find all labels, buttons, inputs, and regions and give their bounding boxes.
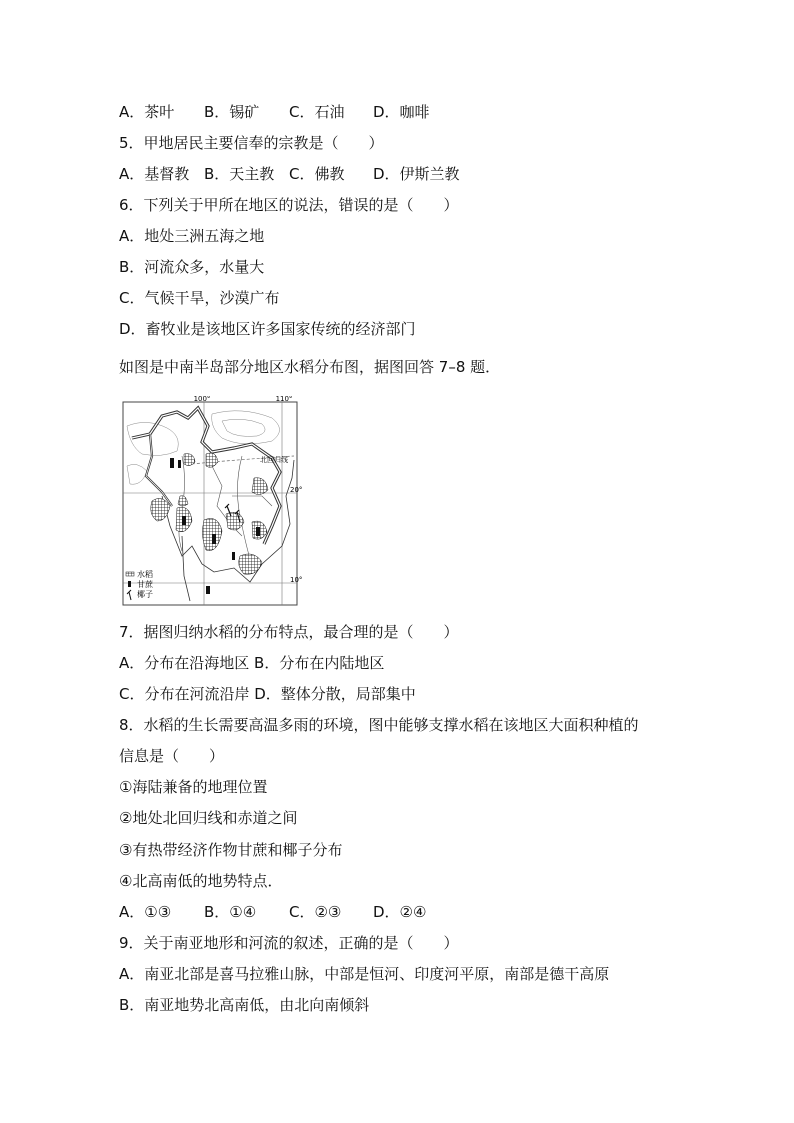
q5-option-d: D．伊斯兰教 (373, 165, 460, 183)
sugarcane-1 (170, 458, 174, 468)
sugarcane-4 (212, 534, 216, 544)
q8-options (119, 902, 426, 922)
q8-stem-line2: 信息是（ ） (119, 747, 225, 765)
q9-stem: 9．关于南亚地形和河流的叙述，正确的是（ ） (119, 934, 459, 952)
q8-option-a: A．①③ (119, 903, 172, 921)
q7-options-row2: C．分布在河流沿岸 D．整体分散，局部集中 (119, 685, 416, 703)
sugarcane-2 (178, 460, 181, 468)
q6-option-d: D．畜牧业是该地区许多国家传统的经济部门 (119, 320, 416, 338)
q4-option-c: C．石油 (289, 103, 345, 121)
sugarcane-5 (256, 527, 260, 536)
q5-stem: 5．甲地居民主要信奉的宗教是（ ） (119, 134, 384, 152)
q8-option-c: C．②③ (289, 903, 342, 921)
q8-item-3: ③有热带经济作物甘蔗和椰子分布 (119, 841, 343, 859)
legend-sugarcane-swatch (128, 581, 131, 587)
lon-label-110: 110° (275, 396, 293, 403)
sugarcane-7 (206, 586, 210, 594)
lon-label-100: 100° (193, 396, 211, 403)
lat-label-10: 10° (290, 576, 302, 584)
map-svg (122, 396, 302, 608)
q9-option-a: A．南亚北部是喜马拉雅山脉，中部是恒河、印度河平原，南部是德干高原 (119, 965, 610, 983)
q5-option-b: B．天主教 (204, 165, 275, 183)
q8-option-b: B．①④ (204, 903, 257, 921)
sugarcane-6 (232, 552, 235, 560)
q8-item-4: ④北高南低的地势特点． (119, 872, 283, 890)
q4-option-a: A．茶叶 (119, 103, 175, 121)
lat-label-20: 20° (290, 486, 302, 494)
q6-stem: 6．下列关于甲所在地区的说法，错误的是（ ） (119, 196, 459, 214)
legend-coconut-label: 椰子 (137, 590, 153, 599)
tropic-label: 北回归线 (260, 456, 288, 464)
q9-option-b: B．南亚地势北高南低，由北向南倾斜 (119, 996, 370, 1014)
q8-option-d: D．②④ (373, 903, 427, 921)
q5-option-c: C．佛教 (289, 165, 345, 183)
rice-distribution-map (122, 396, 302, 608)
legend-sugarcane-label: 甘蔗 (137, 580, 153, 589)
legend-rice-swatch (126, 572, 134, 576)
q5-option-a: A．基督教 (119, 165, 190, 183)
q8-stem-line1: 8．水稻的生长需要高温多雨的环境，图中能够支撑水稻在该地区大面积种植的 (119, 716, 639, 734)
q6-option-c: C．气候干旱，沙漠广布 (119, 289, 280, 307)
q7-options-row1: A．分布在沿海地区 B．分布在内陆地区 (119, 654, 385, 672)
q4-option-d: D．咖啡 (373, 103, 430, 121)
q7-stem: 7．据图归纳水稻的分布特点，最合理的是（ ） (119, 623, 459, 641)
q6-option-b: B．河流众多，水量大 (119, 258, 265, 276)
q6-option-a: A．地处三洲五海之地 (119, 227, 265, 245)
q5-options (119, 164, 460, 184)
sugarcane-3 (182, 516, 186, 525)
q8-item-2: ②地处北回归线和赤道之间 (119, 809, 298, 827)
map-intro: 如图是中南半岛部分地区水稻分布图，据图回答 7–8 题． (119, 358, 501, 376)
q4-option-b: B．锡矿 (204, 103, 260, 121)
q4-options (119, 102, 430, 122)
legend-rice-label: 水稻 (137, 570, 153, 579)
q8-item-1: ①海陆兼备的地理位置 (119, 778, 268, 796)
